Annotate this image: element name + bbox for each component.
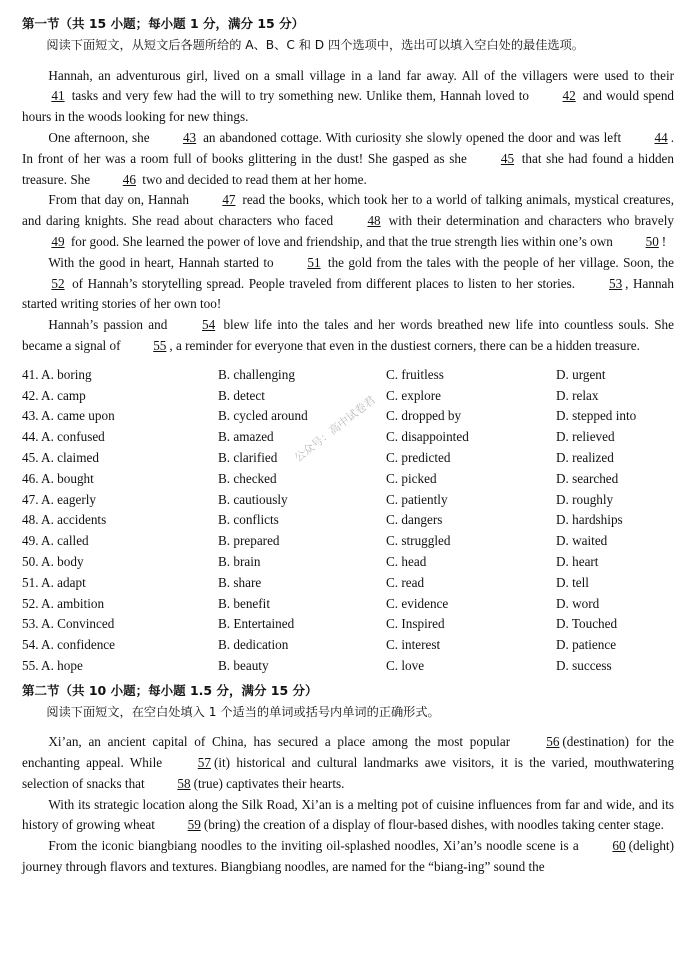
option-cell: C. patiently [386, 491, 448, 507]
passage-text: With its strategic location along the Silk Road, Xi’an is a melting pot of cuisine influences from far and wide, and its history of growing wheat [22, 796, 674, 833]
option-cell: B. amazed [218, 429, 274, 445]
passage-text: and would spend hours in the woods looking for new things. [22, 88, 675, 125]
section2-instruction: 阅读下面短文，在空白处填入 1 个适当的单词或括号内单词的正确形式。 [46, 704, 440, 719]
passage2 [22, 732, 674, 878]
option-row [22, 469, 674, 490]
blank-number: 47 [222, 192, 236, 208]
blank-number: 56 [546, 734, 560, 750]
page-content [22, 14, 674, 878]
option-cell: D. roughly [556, 491, 614, 507]
passage1-paragraph [22, 128, 674, 190]
section1-title: 第一节（共 15 小题；每小题 1 分，满分 15 分） [22, 16, 305, 31]
blank-number: 52 [51, 275, 65, 291]
blank-number: 55 [153, 337, 167, 353]
passage1-paragraph [22, 66, 674, 128]
option-cell: C. predicted [386, 449, 451, 465]
option-row [22, 635, 674, 656]
blank-number: 57 [197, 755, 211, 771]
option-cell: B. checked [218, 470, 277, 486]
passage-text: the gold from the tales with the people of her village. Soon, the [323, 254, 674, 270]
option-cell: D. word [556, 595, 600, 611]
option-cell: 41. A. boring [22, 366, 92, 382]
option-cell: D. waited [556, 533, 608, 549]
option-cell: 47. A. eagerly [22, 491, 96, 507]
passage-text: two and decided to read them at her home. [138, 171, 367, 187]
passage-text: tasks and very few had the will to try something new. Unlike them, Hannah loved to [67, 88, 534, 104]
option-cell: B. dedication [218, 637, 289, 653]
option-cell: D. realized [556, 449, 614, 465]
passage-text: Xi’an, an ancient capital of China, has secured a place among the most popular [48, 734, 517, 750]
option-cell: B. conflicts [218, 512, 279, 528]
passage-text: an abandoned cottage. With curiosity she slowly opened the door and was left [199, 129, 626, 145]
option-cell: 45. A. claimed [22, 449, 99, 465]
passage-text: Hannah’s passion and [48, 317, 173, 333]
option-row [22, 573, 674, 594]
option-cell: D. stepped into [556, 408, 637, 424]
option-cell: C. interest [386, 637, 441, 653]
option-row [22, 510, 674, 531]
blank-number: 41 [51, 88, 65, 104]
option-cell: B. benefit [218, 595, 271, 611]
blank-number: 50 [645, 233, 659, 249]
option-cell: 52. A. ambition [22, 595, 105, 611]
option-cell: 48. A. accidents [22, 512, 107, 528]
option-cell: C. head [386, 553, 427, 569]
blank-number: 54 [202, 317, 216, 333]
passage-text: . In front of her was a room full of books glittering in the dust! She gasped as she [22, 129, 674, 166]
passage1-paragraph [22, 190, 674, 252]
option-cell: C. love [386, 657, 425, 673]
passage-text: ! [661, 233, 667, 249]
option-cell: D. hardships [556, 512, 623, 528]
passage-text: of Hannah’s storytelling spread. People traveled from different places to listen to her stories. [67, 275, 580, 291]
passage2-paragraph [22, 732, 674, 794]
blank-number: 44 [654, 129, 668, 145]
section2-title: 第二节（共 10 小题；每小题 1.5 分，满分 15 分） [22, 682, 318, 698]
option-cell: C. Inspired [386, 616, 445, 632]
option-cell: D. patience [556, 637, 617, 653]
option-cell: B. prepared [218, 533, 280, 549]
watermark-text: 公众号：高中试卷君 [291, 393, 378, 465]
section1-instruction: 阅读下面短文，从短文后各题所给的 A、B、C 和 D 四个选项中，选出可以填入空白处的最佳选项。 [46, 37, 584, 52]
option-cell: D. heart [556, 553, 599, 569]
option-cell: 51. A. adapt [22, 574, 86, 590]
option-cell: C. picked [386, 470, 437, 486]
option-row [22, 386, 674, 407]
passage-text: , Hannah started writing stories of her own too! [22, 275, 674, 312]
passage-text: (bring) the creation of a display of flour-based dishes, with noodles taking center stage. [203, 817, 664, 833]
option-cell: D. urgent [556, 366, 606, 382]
passage1 [22, 66, 674, 357]
option-cell: 44. A. confused [22, 429, 105, 445]
blank-number: 43 [182, 129, 197, 145]
passage-text: With the good in heart, Hannah started to [48, 254, 278, 270]
blank-number: 42 [562, 88, 576, 104]
option-cell: B. brain [218, 553, 261, 569]
passage-text: that she had found a hidden treasure. She [22, 150, 674, 187]
passage1-paragraph [22, 315, 674, 357]
passage-text: (it) historical and cultural landmarks awe visitors, it is the varied, mouthwatering selection of snacks that [22, 755, 674, 791]
option-cell: C. dropped by [386, 408, 462, 424]
option-cell: C. explore [386, 387, 441, 403]
blank-number: 49 [51, 233, 65, 249]
passage-text: One afternoon, she [48, 129, 154, 145]
option-cell: D. Touched [556, 616, 618, 632]
passage-text: Hannah, an adventurous girl, lived on a small village in a land far away. All of the villagers were used to their [48, 67, 674, 83]
passage-text: with their determination and characters who bravely [383, 213, 674, 229]
blank-number: 53 [608, 275, 623, 291]
passage-text: for good. She learned the power of love and friendship, and that the true strength lies within one’s own [67, 233, 617, 249]
option-cell: B. share [218, 574, 262, 590]
passage-text: , a reminder for everyone that even in the dustiest corners, there can be a hidden treasure. [169, 337, 640, 353]
option-cell: B. beauty [218, 657, 269, 673]
option-cell: B. challenging [218, 366, 295, 382]
passage2-paragraph [22, 836, 674, 878]
option-cell: B. Entertained [218, 616, 295, 632]
option-cell: C. disappointed [386, 429, 469, 445]
option-cell: C. read [386, 574, 425, 590]
passage2-paragraph [22, 795, 674, 837]
option-cell: B. detect [218, 387, 265, 403]
option-row [22, 490, 674, 511]
passage-text: blew life into the tales and her words breathed new life into countless souls. She became a signal of [22, 317, 675, 353]
blank-number: 45 [500, 150, 515, 166]
option-cell: D. success [556, 657, 612, 673]
blank-number: 60 [612, 838, 626, 854]
blank-number: 59 [187, 817, 201, 833]
option-cell: C. struggled [386, 533, 451, 549]
option-row [22, 448, 674, 469]
passage-text: read the books, which took her to a world of talking animals, mystical creatures, and daring knights. She read about characters who faced [22, 192, 674, 229]
passage-text: (destination) for the enchanting appeal. While [22, 734, 675, 771]
option-cell: B. cautiously [218, 491, 288, 507]
blank-number: 51 [307, 254, 321, 270]
option-cell: C. dangers [386, 512, 443, 528]
option-cell: C. evidence [386, 595, 449, 611]
option-cell: B. cycled around [218, 408, 308, 424]
option-cell: 46. A. bought [22, 470, 94, 486]
option-cell: B. clarified [218, 449, 278, 465]
option-row [22, 656, 674, 677]
blank-number: 48 [367, 213, 381, 229]
option-cell: 43. A. came upon [22, 408, 115, 424]
option-row [22, 365, 674, 386]
option-cell: D. relieved [556, 429, 615, 445]
blank-number: 46 [122, 171, 136, 187]
passage-text: (true) captivates their hearts. [193, 775, 345, 791]
option-cell: D. tell [556, 574, 589, 590]
passage-text: From that day on, Hannah [48, 192, 193, 208]
option-cell: 42. A. camp [22, 387, 86, 403]
option-row [22, 552, 674, 573]
passage-text: (delight) journey through flavors and textures. Biangbiang noodles, are named for the “biang-ing” sound the [22, 838, 674, 875]
option-cell: 49. A. called [22, 533, 89, 549]
blank-number: 58 [177, 775, 191, 791]
option-row [22, 594, 674, 615]
option-row [22, 614, 674, 635]
option-row [22, 531, 674, 552]
option-cell: D. searched [556, 470, 619, 486]
option-cell: D. relax [556, 387, 599, 403]
passage-text: From the iconic biangbiang noodles to the inviting oil-splashed noodles, Xi’an’s noodle scene is a [48, 838, 583, 854]
option-cell: 50. A. body [22, 553, 84, 569]
option-cell: 53. A. Convinced [22, 616, 115, 632]
option-cell: 54. A. confidence [22, 637, 116, 653]
passage1-paragraph [22, 253, 674, 315]
option-cell: 55. A. hope [22, 657, 83, 673]
option-cell: C. fruitless [386, 366, 444, 382]
